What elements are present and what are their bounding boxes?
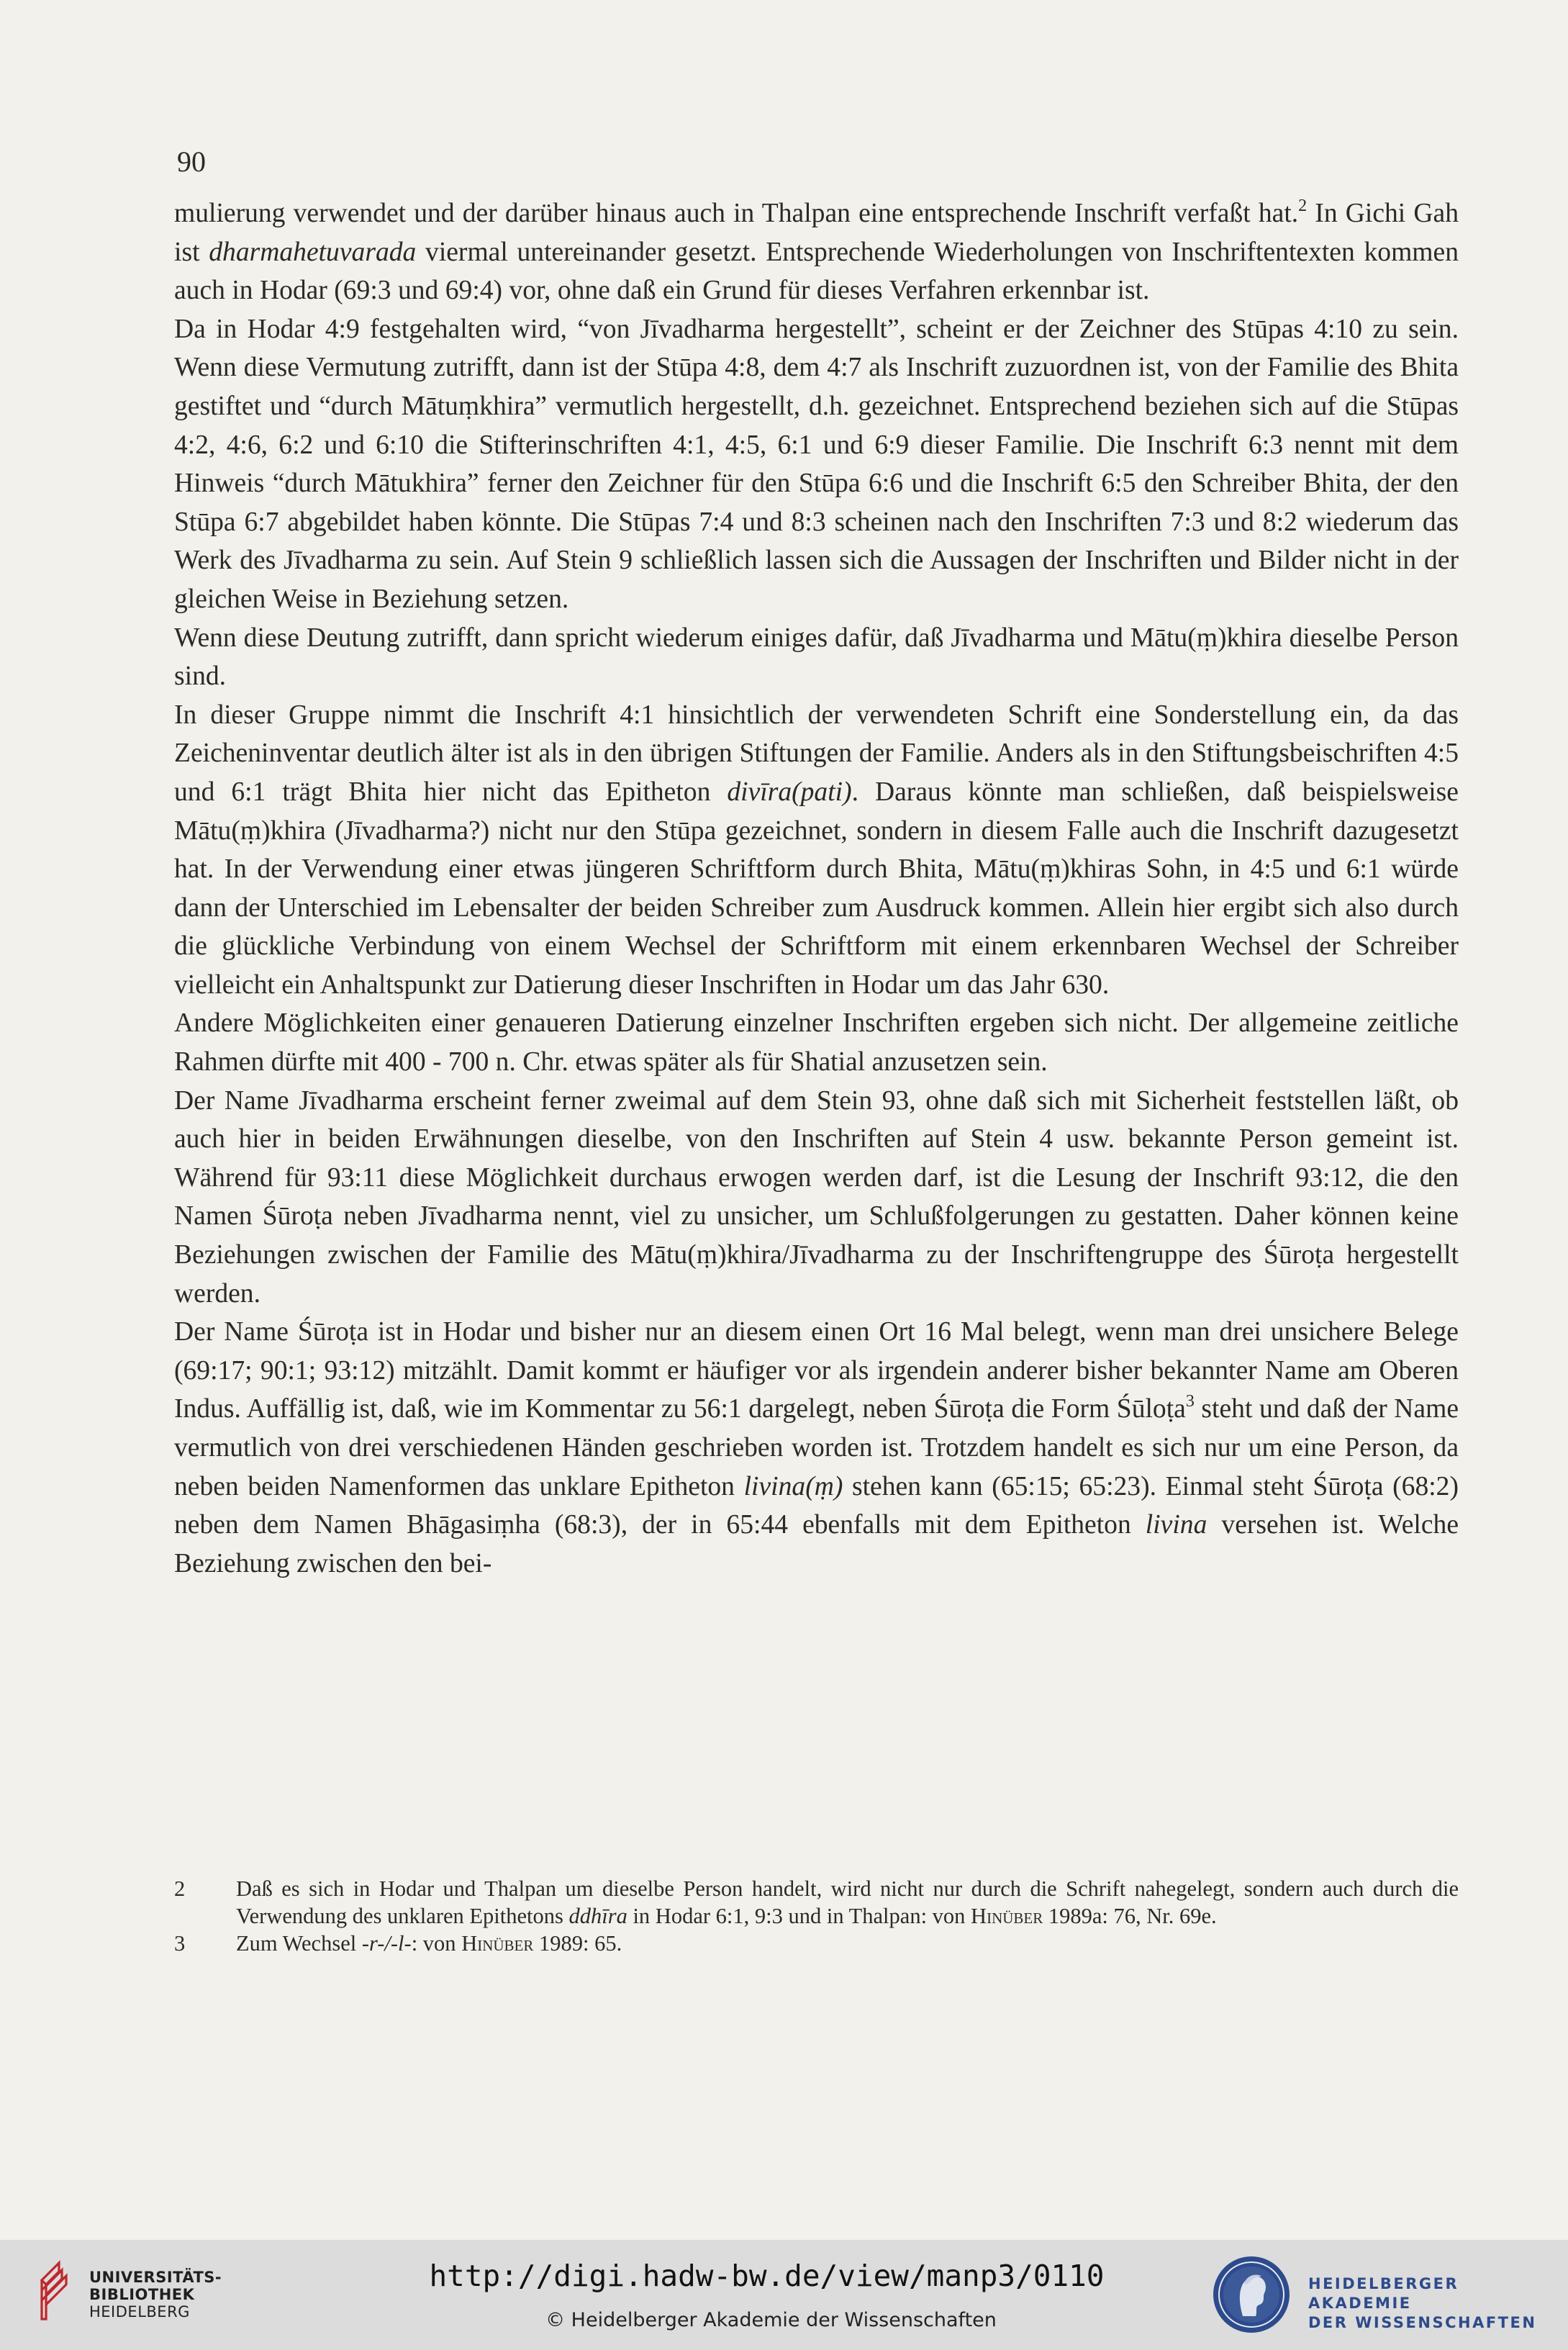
text-run: : von xyxy=(411,1931,462,1956)
footnote-number: 2 xyxy=(174,1876,186,1901)
footnote-text xyxy=(236,1931,622,1956)
italic-term: dharmahetuvarada xyxy=(209,237,417,267)
text-run: Da in Hodar 4:9 festgehalten wird, “von Jīvadharma hergestellt”, scheint er der Zeichner des Stūpas 4:10 zu sein. Wenn diese Vermutung zutrifft, dann ist der Stūpa 4:8, dem 4:7 als Inschrift zuzuordnen ist, von der Familie des Bhita gestiftet und “durch Mātuṃkhira” vermutlich hergestellt, d.h. gezeichnet. Entsprechend beziehen sich auf die Stūpas 4:2, 4:6, 6:2 und 6:10 die Stifterinschriften 4:1, 4:5, 6:1 und 6:9 dieser Familie. Die Inschrift 6:3 nennt mit dem Hinweis “durch Mātukhira” ferner den Zeichner für den Stūpa 6:6 und die Inschrift 6:5 den Schreiber Bhita, der den Stūpa 6:7 abgebildet haben könnte. Die Stūpas 7:4 und 8:3 scheinen nach den Inschriften 7:3 und 8:2 wiederum das Werk des Jīvadharma zu sein. Auf Stein 9 schließlich lassen sich die Aussagen der Inschriften und Bilder nicht in der gleichen Weise in Beziehung setzen. xyxy=(174,314,1466,614)
text-run: stehen kann (65:15; 65:23). Einmal steht Śūroṭa (68:2) neben dem Namen Bhāgasiṃha (68:3), der in 65:44 ebenfalls mit dem Epitheton xyxy=(174,1471,1466,1540)
paragraph xyxy=(174,310,1466,619)
library-name: UNIVERSITÄTS- BIBLIOTHEK HEIDELBERG xyxy=(89,2269,222,2320)
author-name: Hinüber xyxy=(461,1931,534,1956)
text-run: Der Name Jīvadharma erscheint ferner zweimal auf dem Stein 93, ohne daß sich mit Sicherheit feststellen läßt, ob auch hier in beiden Erwähnungen dieselbe, von den Inschriften auf Stein 4 usw. bekannte Person gemeint ist. Während für 93:11 diese Möglichkeit durchaus erwogen werden darf, ist die Lesung der Inschrift 93:12, die den Namen Śūroṭa neben Jīvadharma nennt, viel zu unsicher, um Schlußfolgerungen zu gestatten. Daher können keine Beziehungen zwischen der Familie des Mātu(ṃ)khira/Jīvadharma zu der Inschriftengruppe des Śūroṭa hergestellt werden. xyxy=(174,1085,1466,1309)
text-run: Andere Möglichkeiten einer genaueren Datierung einzelner Inschriften ergeben sich nicht. Der allgemeine zeitliche Rahmen dürfte mit 400 - 700 n. Chr. etwas später als für Shatial anzusetzen sein. xyxy=(174,1008,1466,1077)
italic-term: livina xyxy=(1145,1510,1207,1540)
paragraph xyxy=(174,619,1466,696)
text-run: . Daraus könnte man schließen, daß beispielsweise Mātu(ṃ)khira (Jīvadharma?) nicht nur den Stūpa gezeichnet, sondern in diesem Falle auch die Inschrift dazugesetzt hat. In der Verwendung einer etwas jüngeren Schriftform durch Bhita, Mātu(ṃ)khiras Sohn, in 4:5 und 6:1 würde dann der Unterschied im Lebensalter der beiden Schreiber zum Ausdruck kommen. Allein hier ergibt sich also durch die glückliche Verbindung von einem Wechsel der Schriftform mit einem erkennbaren Wechsel der Schreiber vielleicht ein Anhaltspunkt zur Datierung dieser Inschriften in Hodar um das Jahr 630. xyxy=(174,777,1466,1000)
paragraph xyxy=(174,194,1466,310)
text-run: Der Name Śūroṭa ist in Hodar und bisher nur an diesem einen Ort 16 Mal belegt, wenn man drei unsichere Belege (69:17; 90:1; 93:12) mitzählt. Damit kommt er häufiger vor als irgendein anderer bisher bekannter Name am Oberen Indus. Auffällig ist, daß, wie im Kommentar zu 56:1 dargelegt, neben Śūroṭa die Form Śūloṭa xyxy=(174,1317,1466,1424)
footnote-reference: 3 xyxy=(1185,1392,1195,1411)
italic-term: livina(ṃ) xyxy=(743,1471,843,1501)
text-run: versehen ist. Welche Beziehung zwischen den bei- xyxy=(174,1510,1466,1578)
text-run: Wenn diese Deutung zutrifft, dann spricht wiederum einiges dafür, daß Jīvadharma und Mātu(ṃ)khira dieselbe Person sind. xyxy=(174,623,1466,692)
academy-seal-icon xyxy=(1211,2254,1292,2335)
footnote xyxy=(174,1930,1459,1957)
paragraph xyxy=(174,696,1466,1005)
text-run: 1989: 65. xyxy=(533,1931,622,1956)
source-url-link[interactable]: http://digi.hadw-bw.de/view/manp3/0110 xyxy=(429,2259,1105,2293)
text-run: In dieser Gruppe nimmt die Inschrift 4:1 hinsichtlich der verwendeten Schrift eine Sonderstellung ein, da das Zeicheninventar deutlich älter ist als in den übrigen Stiftungen der Familie. Anders als in den Stiftungsbeischriften 4:5 und 6:1 trägt Bhita hier nicht das Epitheton xyxy=(174,700,1466,807)
text-run: 1989a: 76, Nr. 69e. xyxy=(1043,1904,1217,1928)
page-number: 90 xyxy=(177,145,206,178)
academy-name: HEIDELBERGER AKADEMIE DER WISSENSCHAFTEN xyxy=(1308,2275,1537,2331)
footer-bar xyxy=(0,2240,1568,2350)
paragraph xyxy=(174,1004,1466,1081)
text-run: steht und daß der Name vermutlich von drei verschiedenen Händen geschrieben worden ist. Trotzdem handelt es sich nur um eine Person, da neben beiden Namenformen das unklare Epitheton xyxy=(174,1394,1466,1501)
text-run: Daß es sich in Hodar und Thalpan um dieselbe Person handelt, wird nicht nur durch die Schrift nahegelegt, sondern auch durch die Verwendung des unklaren Epithetons xyxy=(236,1876,1459,1928)
italic-term: divīra(pati) xyxy=(727,777,852,807)
author-name: Hinüber xyxy=(971,1904,1043,1928)
text-run: Zum Wechsel xyxy=(236,1931,362,1956)
italic-term: ddhīra xyxy=(568,1904,627,1928)
text-run: mulierung verwendet und der darüber hinaus auch in Thalpan eine entsprechende Inschrift verfaßt hat. xyxy=(174,199,1299,228)
copyright-notice: © Heidelberger Akademie der Wissenschaften xyxy=(545,2309,997,2331)
text-run: viermal untereinander gesetzt. Entsprechende Wiederholungen von Inschriftentexten kommen auch in Hodar (69:3 und 69:4) vor, ohne daß ein Grund für dieses Verfahren erkennbar ist. xyxy=(174,237,1466,306)
footnote-reference: 2 xyxy=(1298,196,1308,215)
footnote-text xyxy=(236,1876,1459,1928)
body-text xyxy=(174,194,1466,1583)
paragraph xyxy=(174,1082,1466,1314)
text-run: In Gichi Gah ist xyxy=(174,199,1466,267)
text-run: in Hodar 6:1, 9:3 und in Thalpan: von xyxy=(627,1904,971,1928)
italic-term: -r-/-l- xyxy=(361,1931,412,1956)
paragraph xyxy=(174,1313,1466,1583)
footnote-number: 3 xyxy=(174,1931,186,1956)
footnote xyxy=(174,1875,1459,1930)
footnotes xyxy=(174,1875,1459,1957)
